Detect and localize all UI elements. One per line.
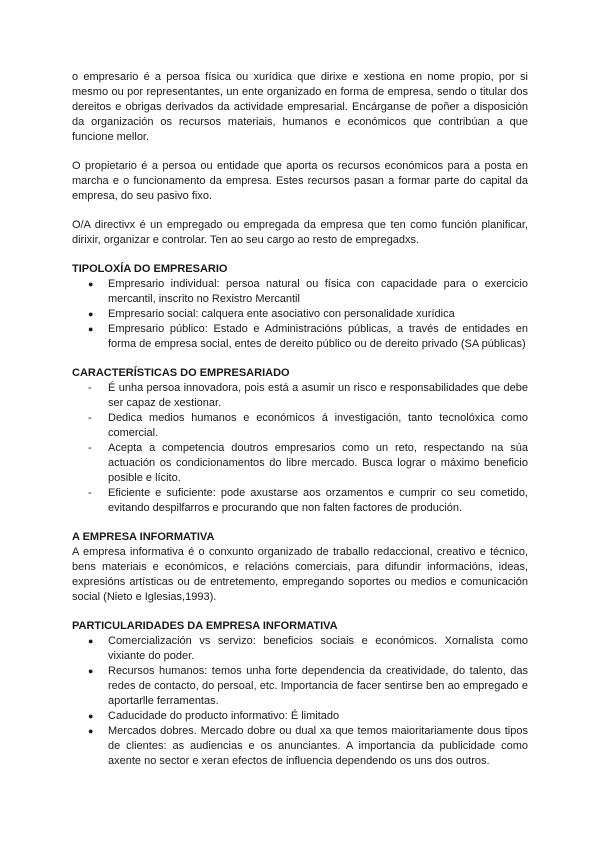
intro-paragraph-directivo: O/A directivx é un empregado ou empregada da empresa que ten como función planificar, dirixir, organizar e controlar. Ten ao seu cargo ao resto de empregadxs. — [72, 219, 528, 246]
list-item: ● Recursos humanos: temos unha forte dependencia da creatividade, do talento, das redes de contacto, do persoal, etc. Importancia de facer sentirse ben ao empregado e aportarlle ferramentas. — [72, 664, 528, 709]
bullet-icon — [88, 307, 102, 322]
bullet-icon — [88, 664, 102, 679]
dash-marker: - — [88, 442, 92, 454]
list-item: - É unha persoa innovadora, pois está a asumir un risco e responsabilidades que debe ser capaz de xestionar. — [88, 382, 528, 409]
bullet-icon — [88, 709, 102, 724]
particularidades-list — [72, 634, 528, 769]
bullet-icon — [88, 277, 102, 292]
intro-paragraph-empresario: o empresario é a persoa física ou xurídica que dirixe e xestiona en nome propio, por si mesmo ou por representantes, un ente organizado en forma de empresa, sendo o titular dos dereitos e obrigas derivados da actividade empresarial. Encárganse de poñer a disposición da organización os recursos materiais, humanos e económicos que contribúan a que funcione mellor. — [72, 71, 528, 143]
section-heading-particularidades: PARTICULARIDADES DA EMPRESA INFORMATIVA — [72, 620, 338, 632]
list-item: - Eficiente e suficiente: pode axustarse aos orzamentos e cumprir co seu cometido, evitando despilfarros e procurando que non falten factores de produción. — [88, 487, 528, 514]
list-item: ● Comercialización vs servizo: beneficios sociais e económicos. Xornalista como vixiante do poder. — [72, 634, 528, 664]
caracteristicas-list — [72, 381, 528, 516]
list-item: ● Caducidade do producto informativo: É limitado — [72, 709, 528, 724]
bullet-icon — [88, 724, 102, 739]
tipoloxia-list — [72, 277, 528, 352]
empresa-informativa-paragraph: A empresa informativa é o conxunto organizado de traballo redaccional, creativo e técnico, bens materiais e económicos, e relacións comerciais, para difundir informacións, ideas, expresións artísticas ou de entretemento, empregando soportes ou medios e comunicación social (Nieto e Iglesias,1993). — [72, 546, 528, 603]
list-item: ● Empresario público: Estado e Administracións públicas, a través de entidades en forma de empresa social, entes de dereito público ou de dereito privado (SA públicas) — [72, 322, 528, 352]
list-item: - Acepta a competencia doutros empresarios como un reto, respectando na súa actuación os condicionamentos do libre mercado. Busca lograr o máximo beneficio posible e lícito. — [88, 442, 528, 484]
list-item: ● Mercados dobres. Mercado dobre ou dual xa que temos maioritariamente dous tipos de clientes: as audiencias e os anunciantes. A importancia da publicidade como axente no sector e xeran efectos de influencia dependendo os uns dos outros. — [72, 724, 528, 769]
bullet-icon — [88, 322, 102, 337]
section-heading-caracteristicas: CARACTERÍSTICAS DO EMPRESARIADO — [72, 367, 290, 379]
dash-marker: - — [88, 382, 92, 394]
list-item: ● Empresario individual: persoa natural ou física con capacidade para o exercicio mercantil, inscrito no Rexistro Mercantil — [72, 277, 528, 307]
dash-marker: - — [88, 412, 92, 424]
list-item: ● Empresario social: calquera ente asociativo con personalidade xurídica — [72, 307, 528, 322]
list-item: - Dedica medios humanos e económicos á investigación, tanto tecnolóxica como comercial. — [88, 412, 528, 439]
section-heading-tipoloxia: TIPOLOXÍA DO EMPRESARIO — [72, 263, 228, 275]
dash-marker: - — [88, 487, 92, 499]
document-page — [72, 70, 528, 769]
section-heading-empresa-informativa: A EMPRESA INFORMATIVA — [72, 531, 215, 543]
bullet-icon — [88, 634, 102, 649]
intro-paragraph-propietario: O propietario é a persoa ou entidade que aporta os recursos económicos para a posta en marcha e o funcionamento da empresa. Estes recursos pasan a formar parte do capital da empresa, do seu pasivo fixo. — [72, 160, 528, 202]
